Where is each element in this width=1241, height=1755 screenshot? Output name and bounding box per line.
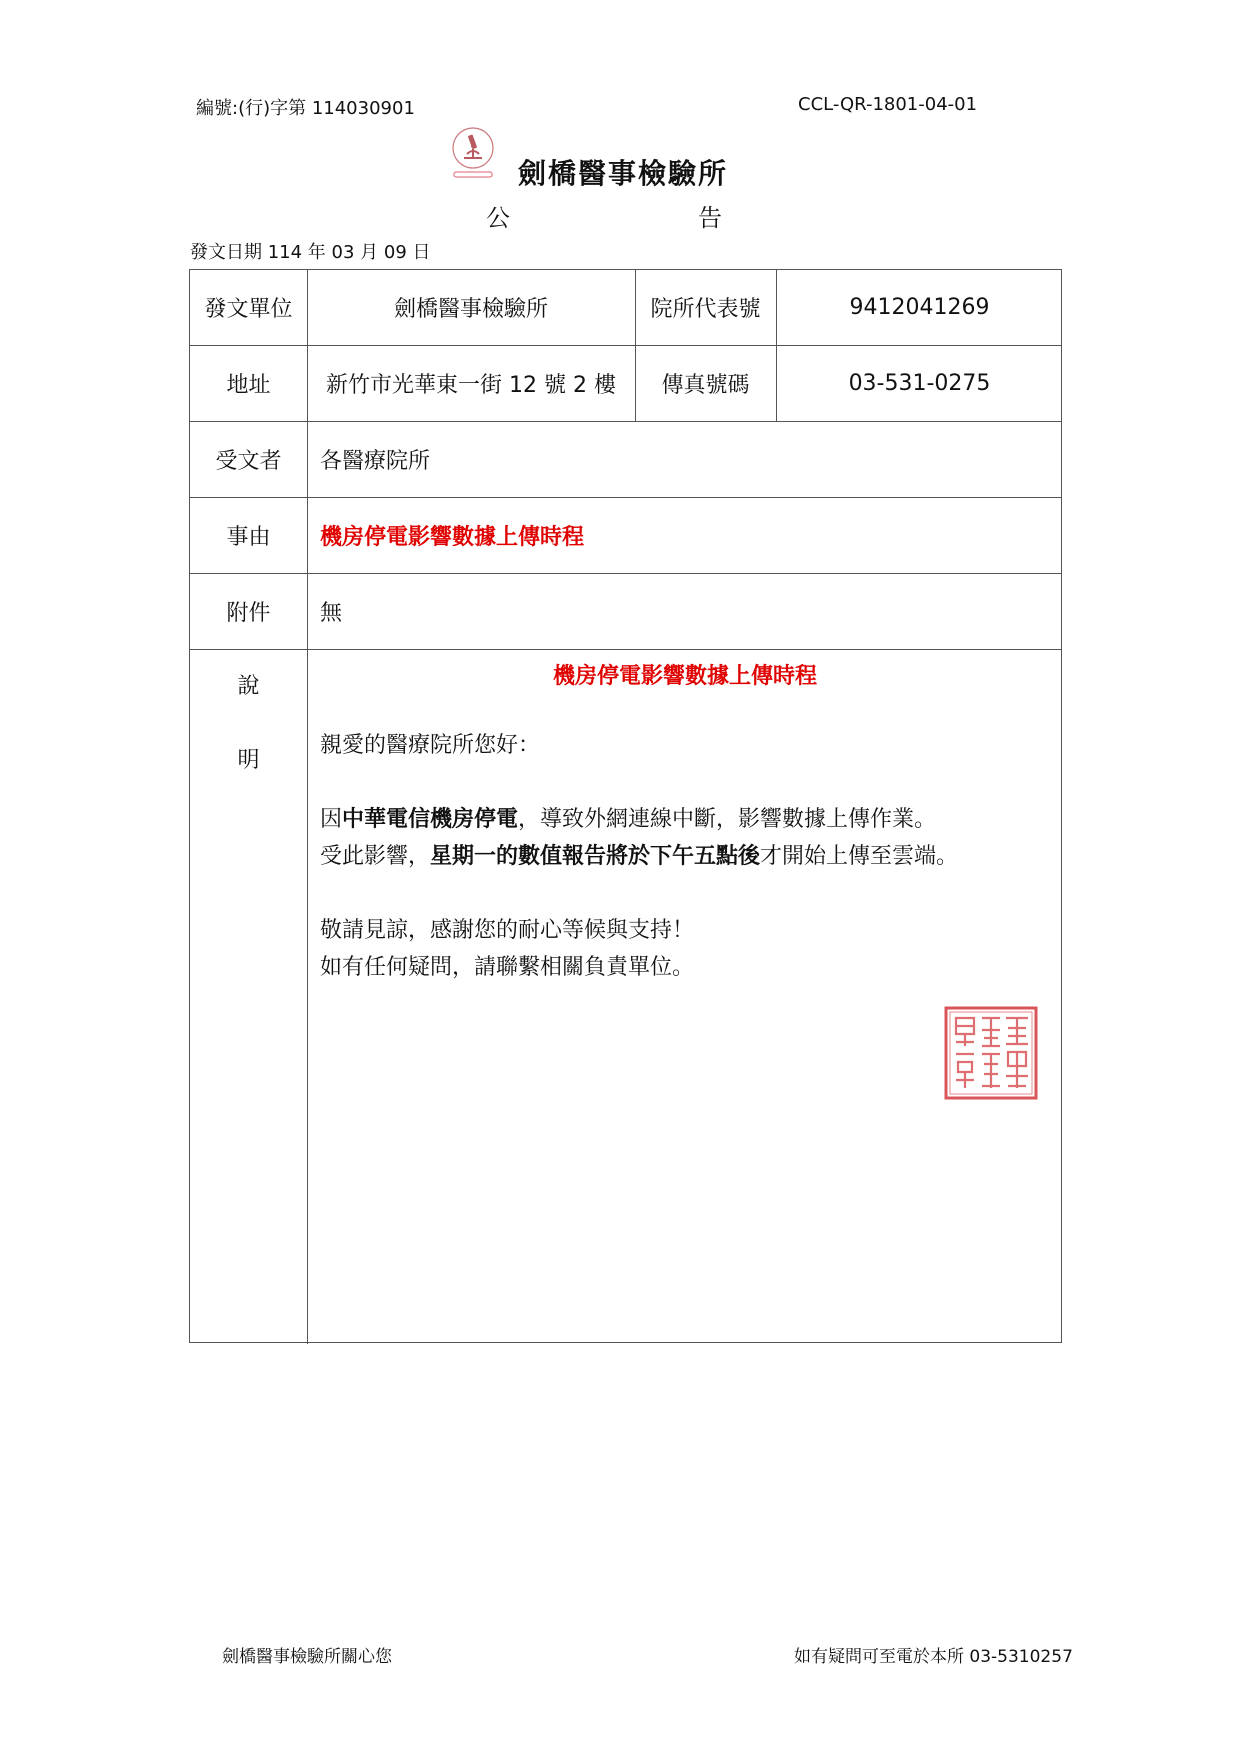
description-body [320,727,958,986]
notice-table [189,269,1062,1343]
notice-title-char: 公 [486,204,510,232]
code-label: 院所代表號 [650,297,761,322]
microscope-logo-icon [448,126,498,182]
address-label: 地址 [226,372,271,398]
footer-right: 如有疑問可至電於本所 03-5310257 [794,1647,1073,1667]
recipient-value: 各醫療院所 [320,448,431,474]
description-label-char: 說 [237,673,260,699]
description-line [320,801,958,838]
subject-label: 事由 [226,524,271,550]
form-code: CCL-QR-1801-04-01 [798,94,978,115]
description-line: 敬請見諒，感謝您的耐心等候與支持！ [320,918,695,943]
text-span: 受此影響， [320,844,431,869]
code-value: 9412041269 [849,295,990,320]
attachment-value: 無 [320,600,343,626]
text-span: 才開始上傳至雲端。 [760,844,959,869]
fax-label: 傳真號碼 [661,372,750,398]
emphasis-text: 星期一的數值報告將於下午五點後 [430,844,761,869]
description-line [320,838,958,875]
recipient-label: 受文者 [215,448,282,474]
footer-left: 劍橋醫事檢驗所關心您 [222,1647,392,1667]
description-line: 如有任何疑問，請聯繫相關負責單位。 [320,955,695,980]
address-value: 新竹市光華東一街 12 號 2 樓 [326,372,616,398]
text-span: ，導致外網連線中斷，影響數據上傳作業。 [518,807,937,832]
official-seal-icon [944,1006,1038,1100]
organization-title: 劍橋醫事檢驗所 [518,157,729,190]
greeting: 親愛的醫療院所您好： [320,733,541,758]
document-number: 編號:(行)字第 114030901 [196,98,415,119]
fax-value: 03-531-0275 [848,370,991,396]
subject-value: 機房停電影響數據上傳時程 [320,524,585,550]
issuer-value: 劍橋醫事檢驗所 [393,297,548,322]
notice-title-char: 告 [698,204,722,232]
emphasis-text: 中華電信機房停電 [342,807,519,832]
attachment-label: 附件 [226,600,271,626]
issuer-label: 發文單位 [204,297,293,322]
description-heading: 機房停電影響數據上傳時程 [552,663,817,689]
description-label-char: 明 [237,747,260,773]
text-span: 因 [320,807,343,832]
issue-date: 發文日期 114 年 03 月 09 日 [190,242,431,263]
